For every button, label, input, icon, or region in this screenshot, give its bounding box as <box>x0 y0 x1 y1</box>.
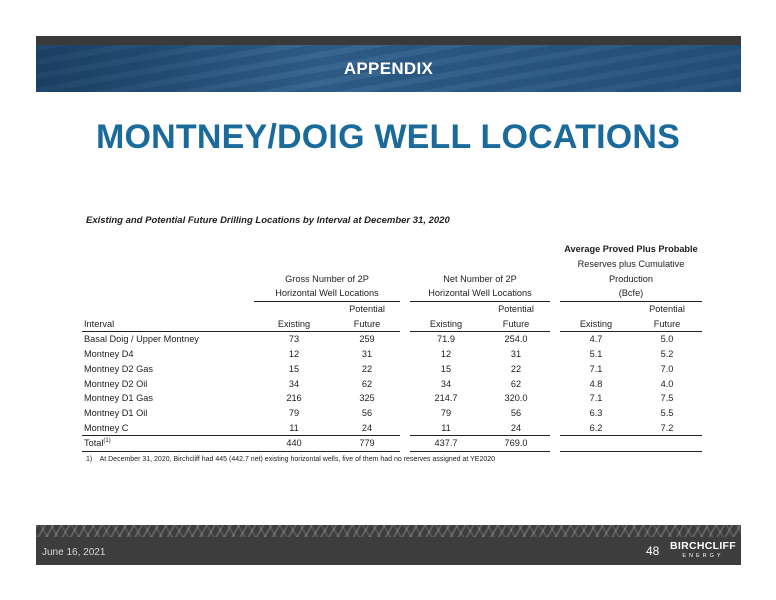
cell-net-existing: 34 <box>440 378 452 389</box>
cell-net-existing: 15 <box>440 363 452 374</box>
total-net-existing: 437.7 <box>410 435 482 451</box>
cell-net-existing: 71.9 <box>437 334 455 345</box>
gross-header-line2: Horizontal Well Locations <box>254 286 400 301</box>
cell-net-existing: 11 <box>441 422 451 433</box>
cell-interval: Montney D1 Gas <box>84 393 153 404</box>
cell-gross-future: 259 <box>359 334 375 345</box>
cell-gross-existing: 34 <box>288 378 300 389</box>
cell-res-future: 7.0 <box>660 363 674 374</box>
cell-res-future: 5.2 <box>660 349 674 360</box>
net-future-header: Future <box>482 316 550 331</box>
reserves-future-header: Future <box>632 316 702 331</box>
table-caption: Existing and Potential Future Drilling Locations by Interval at December 31, 2020 <box>86 215 450 226</box>
reserves-header-line3: Production <box>609 273 653 284</box>
cell-net-existing: 214.7 <box>434 393 458 404</box>
cell-res-existing: 6.3 <box>589 407 603 418</box>
total-gross-future: 779 <box>334 435 400 451</box>
cell-gross-future: 62 <box>361 378 373 389</box>
table-row <box>82 391 702 406</box>
cell-gross-existing: 15 <box>288 363 300 374</box>
cell-net-existing: 79 <box>440 407 452 418</box>
cell-net-future: 62 <box>510 378 522 389</box>
cell-interval: Montney D1 Oil <box>84 407 148 418</box>
cell-interval: Montney D2 Gas <box>84 363 153 374</box>
well-locations-table <box>82 242 702 452</box>
cell-gross-future: 56 <box>361 407 373 418</box>
cell-res-existing: 6.2 <box>589 422 603 433</box>
header-row-2 <box>82 257 702 272</box>
gross-header-line1: Gross Number of 2P <box>285 273 369 284</box>
total-net-future: 769.0 <box>482 435 550 451</box>
gross-potential-label: Potential <box>349 304 385 315</box>
cell-net-future: 24 <box>510 422 522 433</box>
cell-res-future: 7.2 <box>660 422 674 433</box>
company-logo <box>670 540 736 559</box>
table-row <box>82 420 702 435</box>
cell-net-future: 31 <box>510 349 522 360</box>
cell-interval: Basal Doig / Upper Montney <box>84 334 199 345</box>
cell-res-future: 4.0 <box>660 378 674 389</box>
footer-bar <box>36 525 741 565</box>
banner-title: APPENDIX <box>343 59 434 78</box>
table-row <box>82 362 702 377</box>
column-header-row <box>82 316 702 331</box>
page-title: MONTNEY/DOIG WELL LOCATIONS <box>95 118 680 156</box>
cell-net-future: 320.0 <box>504 393 528 404</box>
cell-net-future: 22 <box>510 363 522 374</box>
table-body <box>82 332 702 436</box>
footnote <box>86 456 495 463</box>
footer-pattern <box>36 525 741 537</box>
footnote-number: 1) <box>86 456 93 463</box>
cell-interval: Montney D4 <box>84 349 134 360</box>
cell-res-future: 7.5 <box>660 393 674 404</box>
cell-gross-future: 325 <box>359 393 375 404</box>
reserves-header-line1: Average Proved Plus Probable <box>564 244 698 255</box>
reserves-existing-header: Existing <box>560 316 632 331</box>
table-row <box>82 347 702 362</box>
header-row-5 <box>82 301 702 316</box>
cell-gross-future: 31 <box>361 349 373 360</box>
header-banner <box>36 36 741 92</box>
total-row <box>82 435 702 451</box>
cell-interval: Montney C <box>84 422 129 433</box>
cell-res-existing: 7.1 <box>589 363 603 374</box>
cell-res-existing: 4.7 <box>589 334 603 345</box>
total-label: Total$^{(1)}$ <box>82 435 254 451</box>
cell-gross-existing: 73 <box>288 334 300 345</box>
table-row <box>82 332 702 347</box>
cell-res-existing: 7.1 <box>589 393 603 404</box>
cell-interval: Montney D2 Oil <box>84 378 148 389</box>
reserves-header-line2: Reserves plus Cumulative <box>577 259 685 270</box>
cell-gross-future: 22 <box>361 363 373 374</box>
cell-res-existing: 4.8 <box>589 378 603 389</box>
total-gross-existing: 440 <box>254 435 334 451</box>
cell-net-existing: 12 <box>440 349 452 360</box>
cell-gross-existing: 216 <box>286 393 302 404</box>
header-row-1 <box>82 242 702 257</box>
cell-net-future: 56 <box>510 407 522 418</box>
footnote-text: At December 31, 2020, Birchcliff had 445 (442.7 net) existing horizontal wells, five of them had no reserves assigned at YE2020 <box>99 456 496 463</box>
page-number: 48 <box>646 544 660 558</box>
cell-res-future: 5.0 <box>660 334 674 345</box>
table-row <box>82 376 702 391</box>
table-row <box>82 406 702 421</box>
header-row-3 <box>82 271 702 286</box>
net-potential-label: Potential <box>498 304 534 315</box>
cell-gross-existing: 11 <box>289 422 299 433</box>
logo-main-text: BIRCHCLIFF <box>670 540 736 552</box>
header-row-4 <box>82 286 702 301</box>
gross-future-header: Future <box>334 316 400 331</box>
reserves-potential-label: Potential <box>649 304 685 315</box>
gross-existing-header: Existing <box>254 316 334 331</box>
cell-gross-future: 24 <box>361 422 373 433</box>
cell-res-future: 5.5 <box>660 407 674 418</box>
net-header-line2: Horizontal Well Locations <box>410 286 550 301</box>
cell-gross-existing: 12 <box>288 349 300 360</box>
footer-date: June 16, 2021 <box>42 547 106 558</box>
interval-header: Interval <box>82 316 254 331</box>
net-header-line1: Net Number of 2P <box>443 273 517 284</box>
cell-gross-existing: 79 <box>288 407 300 418</box>
cell-net-future: 254.0 <box>504 334 528 345</box>
logo-sub-text: ENERGY <box>682 553 724 559</box>
cell-res-existing: 5.1 <box>589 349 603 360</box>
reserves-header-line4: (Bcfe) <box>560 286 702 301</box>
net-existing-header: Existing <box>410 316 482 331</box>
